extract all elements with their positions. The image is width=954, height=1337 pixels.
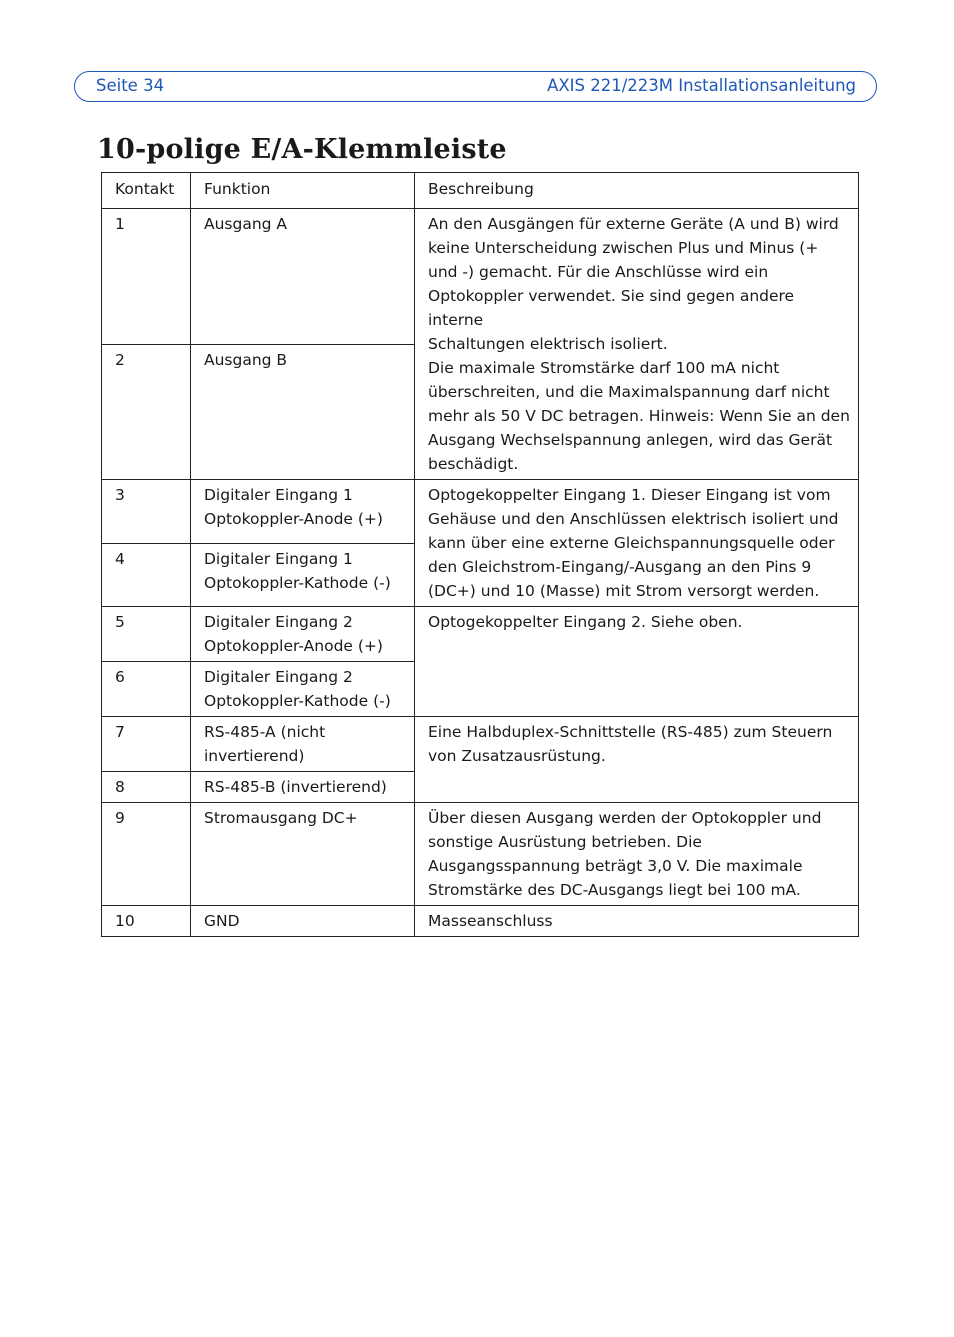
function-line: RS-485-A (nicht (204, 723, 326, 741)
function-line: Digitaler Eingang 1 (204, 549, 353, 568)
description-line: Ausgang Wechselspannung anlegen, wird das Gerät (428, 431, 833, 449)
description-cell (415, 607, 859, 717)
description-line: mehr als 50 V DC betragen. Hinweis: Wenn Sie an den (428, 407, 850, 425)
pin-cell: 2 (102, 344, 191, 480)
description-line: Stromstärke des DC-Ausgangs liegt bei 100 mA. (428, 881, 801, 899)
pin-cell: 4 (102, 543, 191, 607)
pin-cell: 5 (102, 607, 191, 662)
function-line: Optokoppler-Anode (+) (204, 510, 383, 528)
function-cell (191, 607, 415, 662)
description-line: (DC+) und 10 (Masse) mit Strom versorgt werden. (428, 582, 820, 600)
function-line: Ausgang A (204, 215, 288, 233)
column-header-beschreibung: Beschreibung (415, 173, 859, 209)
function-cell (191, 906, 415, 937)
description-line: Die maximale Stromstärke darf 100 mA nicht (428, 359, 780, 377)
pin-table (101, 172, 859, 937)
description-cell (415, 480, 859, 607)
description-line: kann über eine externe Gleichspannungsquelle oder (428, 534, 835, 552)
description-line: Optogekoppelter Eingang 2. Siehe oben. (428, 613, 743, 631)
function-line: Ausgang B (204, 350, 288, 369)
table-row (102, 209, 859, 345)
description-line: von Zusatzausrüstung. (428, 747, 606, 765)
document-title: AXIS 221/223M Installationsanleitung (547, 76, 856, 95)
function-cell (191, 344, 415, 480)
table-row (102, 717, 859, 772)
description-line: sonstige Ausrüstung betrieben. Die (428, 833, 702, 851)
description-line: Ausgangsspannung beträgt 3,0 V. Die maximale (428, 857, 803, 875)
table-row (102, 607, 859, 662)
column-header-kontakt: Kontakt (102, 173, 191, 209)
table-row (102, 480, 859, 544)
description-line: Gehäuse und den Anschlüssen elektrisch isoliert und (428, 510, 839, 528)
description-cell (415, 906, 859, 937)
description-line: Eine Halbduplex-Schnittstelle (RS-485) zum Steuern (428, 723, 833, 741)
description-cell (415, 717, 859, 803)
function-cell (191, 480, 415, 544)
function-line: Optokoppler-Kathode (-) (204, 573, 391, 592)
function-line: Digitaler Eingang 1 (204, 486, 353, 504)
page-number: Seite 34 (96, 76, 165, 95)
description-line: überschreiten, und die Maximalspannung darf nicht (428, 383, 830, 401)
table-row (102, 803, 859, 906)
description-line: Schaltungen elektrisch isoliert. (428, 335, 668, 353)
function-line: Stromausgang DC+ (204, 809, 358, 827)
pin-cell: 10 (102, 906, 191, 937)
pin-cell: 7 (102, 717, 191, 772)
description-line: Über diesen Ausgang werden der Optokoppler und (428, 809, 822, 827)
pin-cell: 9 (102, 803, 191, 906)
description-line: Optokoppler verwendet. Sie sind gegen andere interne (428, 287, 795, 329)
pin-cell: 6 (102, 662, 191, 717)
description-line: Optogekoppelter Eingang 1. Dieser Eingang ist vom (428, 486, 831, 504)
function-cell (191, 543, 415, 607)
pin-cell: 3 (102, 480, 191, 544)
function-cell (191, 803, 415, 906)
description-line: keine Unterscheidung zwischen Plus und Minus (+ (428, 239, 819, 257)
function-line: Digitaler Eingang 2 (204, 613, 353, 631)
page-header (74, 71, 877, 102)
description-line: An den Ausgängen für externe Geräte (A und B) wird (428, 215, 839, 233)
column-header-funktion: Funktion (191, 173, 415, 209)
description-line: den Gleichstrom-Eingang/-Ausgang an den Pins 9 (428, 558, 812, 576)
function-cell (191, 662, 415, 717)
section-title: 10-polige E/A-Klemmleiste (97, 134, 507, 165)
function-line: Digitaler Eingang 2 (204, 668, 353, 686)
description-cell (415, 209, 859, 480)
function-cell (191, 772, 415, 803)
function-cell (191, 209, 415, 345)
description-line: beschädigt. (428, 455, 519, 473)
pin-cell: 8 (102, 772, 191, 803)
description-line: Masseanschluss (428, 912, 553, 930)
function-line: Optokoppler-Kathode (-) (204, 692, 391, 710)
pin-cell: 1 (102, 209, 191, 345)
function-line: invertierend) (204, 747, 305, 765)
table-row (102, 906, 859, 937)
description-line: und -) gemacht. Für die Anschlüsse wird ein (428, 263, 769, 281)
function-line: GND (204, 912, 240, 930)
function-line: RS-485-B (invertierend) (204, 778, 387, 796)
description-cell (415, 803, 859, 906)
table-header-row (102, 173, 859, 209)
function-line: Optokoppler-Anode (+) (204, 637, 383, 655)
function-cell (191, 717, 415, 772)
